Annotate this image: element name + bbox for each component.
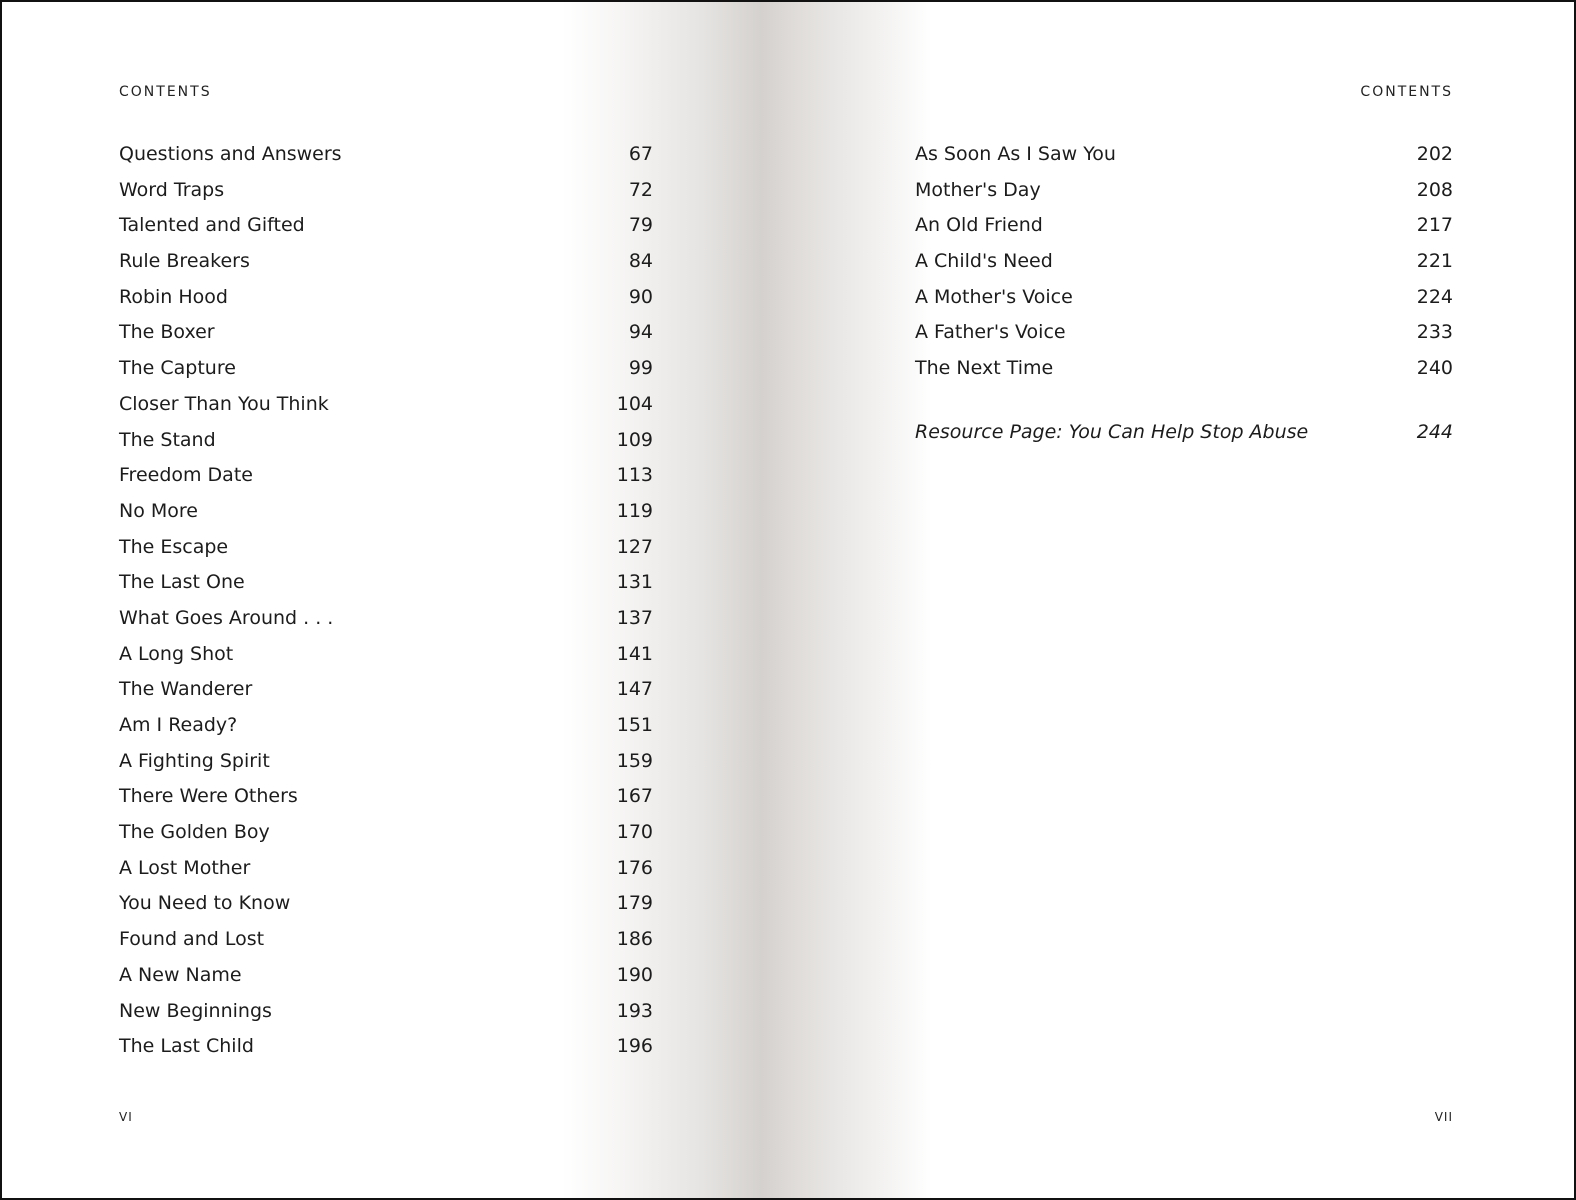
toc-entry-title: Closer Than You Think xyxy=(119,392,329,415)
toc-entry xyxy=(119,429,653,465)
toc-entry-page-number: 240 xyxy=(1416,357,1453,380)
toc-entry-title: The Escape xyxy=(119,535,229,558)
toc-entry xyxy=(915,321,1453,357)
toc-entry-page-number: 104 xyxy=(616,392,653,415)
toc-entry xyxy=(119,286,653,322)
toc-entry-resource xyxy=(915,421,1453,457)
toc-entry-title: The Last One xyxy=(119,571,245,594)
toc-list-right xyxy=(915,143,1453,457)
toc-entry-title: Found and Lost xyxy=(119,928,265,951)
toc-entry-page-number: 79 xyxy=(628,214,653,237)
toc-entry xyxy=(119,393,653,429)
toc-entry xyxy=(119,964,653,1000)
toc-entry-page-number: 109 xyxy=(616,428,653,451)
toc-entry-title: As Soon As I Saw You xyxy=(915,143,1116,165)
toc-entry-page-number: 72 xyxy=(628,178,653,201)
toc-entry-page-number: 151 xyxy=(616,714,653,736)
toc-entry xyxy=(915,250,1453,286)
toc-entry-title: What Goes Around . . . xyxy=(119,606,334,629)
toc-entry-page-number: 141 xyxy=(616,642,653,665)
page-number-left: VI xyxy=(119,1110,133,1124)
toc-entry xyxy=(119,714,653,750)
toc-entry xyxy=(119,607,653,643)
toc-entry-title: The Last Child xyxy=(119,1035,254,1058)
toc-entry-page-number: 67 xyxy=(628,143,653,165)
toc-entry xyxy=(915,214,1453,250)
toc-entry-page-number: 224 xyxy=(1416,285,1453,308)
toc-entry xyxy=(119,750,653,786)
toc-entry-page-number: 159 xyxy=(616,749,653,772)
toc-entry xyxy=(119,1035,653,1071)
toc-list-left xyxy=(119,143,653,1071)
toc-entry-title: Talented and Gifted xyxy=(119,214,305,237)
toc-entry-title: The Capture xyxy=(119,357,236,380)
toc-entry-title: Rule Breakers xyxy=(119,250,250,273)
running-head-right: CONTENTS xyxy=(1360,84,1453,100)
toc-entry xyxy=(119,892,653,928)
toc-entry xyxy=(119,821,653,857)
toc-entry xyxy=(119,179,653,215)
toc-entry-title: The Golden Boy xyxy=(119,821,270,844)
toc-entry-title: You Need to Know xyxy=(119,892,291,915)
toc-entry-page-number: 99 xyxy=(628,357,653,380)
toc-entry xyxy=(915,179,1453,215)
toc-entry-page-number: 208 xyxy=(1416,178,1453,201)
toc-entry-title: There Were Others xyxy=(119,785,298,808)
toc-entry-page-number: 190 xyxy=(616,963,653,986)
toc-entry-title: A Father's Voice xyxy=(915,321,1066,344)
toc-entry-page-number: 127 xyxy=(616,535,653,558)
toc-entry-page-number: 94 xyxy=(628,321,653,344)
toc-entry-page-number: 167 xyxy=(616,785,653,808)
toc-entry xyxy=(119,250,653,286)
toc-entry-page-number: 202 xyxy=(1416,143,1453,165)
toc-entry xyxy=(119,500,653,536)
toc-entry xyxy=(119,643,653,679)
toc-entry-title: A Mother's Voice xyxy=(915,285,1073,308)
toc-entry-title: The Wanderer xyxy=(119,678,253,701)
toc-entry-title: A New Name xyxy=(119,963,242,986)
toc-entry-page-number: 244 xyxy=(1416,420,1453,443)
toc-entry-title: A Child's Need xyxy=(915,250,1053,273)
toc-entry-page-number: 90 xyxy=(628,285,653,308)
toc-entry-title: Freedom Date xyxy=(119,464,253,487)
toc-entry xyxy=(915,357,1453,393)
page-number-right: VII xyxy=(1434,1110,1453,1124)
toc-entry xyxy=(119,321,653,357)
running-head-left: CONTENTS xyxy=(119,84,212,100)
toc-entry xyxy=(119,571,653,607)
toc-entry xyxy=(915,143,1453,179)
toc-entry-page-number: 170 xyxy=(616,821,653,844)
toc-entry xyxy=(119,678,653,714)
toc-entry-title: A Long Shot xyxy=(119,642,234,665)
toc-entry-title: Am I Ready? xyxy=(119,714,238,736)
toc-entry xyxy=(119,857,653,893)
toc-entry-page-number: 186 xyxy=(616,928,653,951)
toc-entry xyxy=(119,536,653,572)
toc-entry-page-number: 147 xyxy=(616,678,653,701)
right-page xyxy=(915,2,1453,1198)
left-page xyxy=(119,2,653,1198)
toc-entry xyxy=(119,1000,653,1036)
toc-entry-page-number: 196 xyxy=(616,1035,653,1058)
toc-entry-page-number: 193 xyxy=(616,999,653,1022)
toc-entry-title: The Boxer xyxy=(119,321,215,344)
toc-entry-title: An Old Friend xyxy=(915,214,1043,237)
toc-entry-page-number: 233 xyxy=(1416,321,1453,344)
toc-entry-title: Questions and Answers xyxy=(119,143,342,165)
toc-entry-page-number: 119 xyxy=(616,499,653,522)
toc-entry-page-number: 179 xyxy=(616,892,653,915)
toc-entry-title: Word Traps xyxy=(119,178,225,201)
toc-entry xyxy=(119,785,653,821)
toc-entry xyxy=(119,214,653,250)
toc-entry-page-number: 137 xyxy=(616,606,653,629)
toc-entry-title: The Next Time xyxy=(915,357,1054,380)
toc-entry-title: A Fighting Spirit xyxy=(119,749,270,772)
toc-entry xyxy=(119,357,653,393)
toc-entry-title: No More xyxy=(119,499,198,522)
toc-entry-title: Resource Page: You Can Help Stop Abuse xyxy=(915,420,1309,443)
toc-entry-page-number: 176 xyxy=(616,856,653,879)
toc-entry-title: New Beginnings xyxy=(119,999,272,1022)
toc-entry-title: A Lost Mother xyxy=(119,856,251,879)
toc-entry-page-number: 84 xyxy=(628,250,653,273)
toc-entry-page-number: 221 xyxy=(1416,250,1453,273)
toc-entry xyxy=(119,143,653,179)
toc-entry-title: The Stand xyxy=(119,428,216,451)
toc-entry-title: Robin Hood xyxy=(119,285,228,308)
toc-entry-page-number: 217 xyxy=(1416,214,1453,237)
toc-entry-title: Mother's Day xyxy=(915,178,1041,201)
toc-entry xyxy=(119,928,653,964)
toc-entry-page-number: 131 xyxy=(616,571,653,594)
toc-entry-page-number: 113 xyxy=(616,464,653,487)
toc-entry xyxy=(915,286,1453,322)
toc-entry xyxy=(119,464,653,500)
